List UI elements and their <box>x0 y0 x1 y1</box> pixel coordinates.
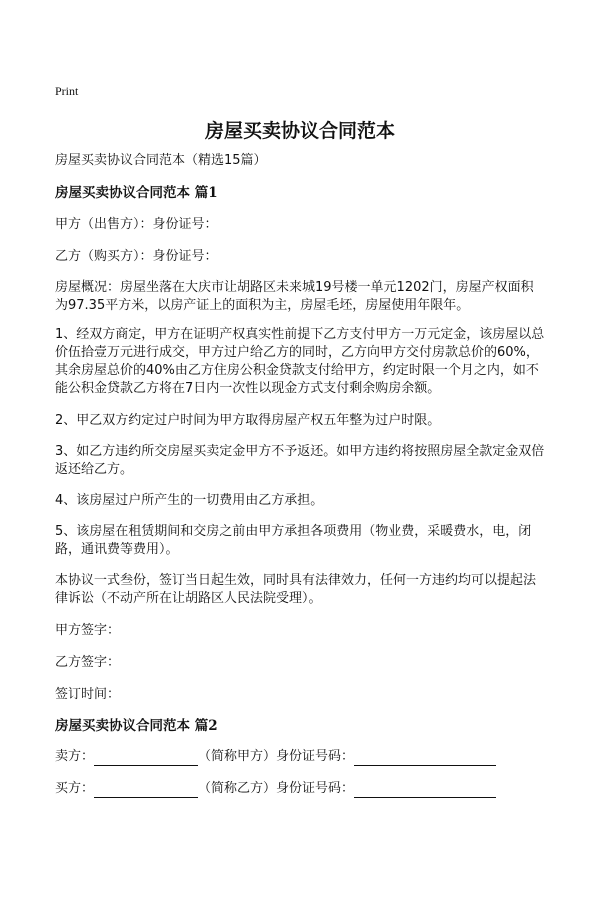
sign-party-b: 乙方签字： <box>55 655 121 670</box>
seller-id-blank <box>354 751 496 766</box>
section1-heading: 房屋买卖协议合同范本 篇1 <box>55 185 218 201</box>
party-b-line: 乙方（购买方）：身份证号： <box>55 249 218 264</box>
document-subtitle: 房屋买卖协议合同范本（精选15篇） <box>55 153 267 168</box>
clause-4: 4、该房屋过户所产生的一切费用由乙方承担。 <box>55 493 324 508</box>
buyer-label: 买方： <box>55 781 95 796</box>
sign-date: 签订时间： <box>55 687 121 702</box>
seller-name-blank <box>94 751 198 766</box>
closing-paragraph: 本协议一式叁份，签订当日起生效，同时具有法律效力，任何一方违约均可以提起法律诉讼（不动产所在让胡路区人民法院受理）。 <box>55 573 537 606</box>
seller-row <box>55 748 545 766</box>
clause-3: 3、如乙方违约所交房屋买卖定金甲方不予返还。如甲方违约将按照房屋全款定金双倍返还给乙方。 <box>55 444 545 477</box>
seller-alias: （简称甲方）身份证号码： <box>198 749 355 764</box>
buyer-row <box>55 780 545 798</box>
seller-label: 卖方： <box>55 749 95 764</box>
property-overview: 房屋概况：房屋坐落在大庆市让胡路区未来城19号楼一单元1202门，房屋产权面积为97.35平方米，以房产证上的面积为主，房屋毛坯，房屋使用年限年。 <box>55 280 534 313</box>
print-label[interactable]: Print <box>55 84 79 98</box>
buyer-alias: （简称乙方）身份证号码： <box>198 781 355 796</box>
buyer-name-blank <box>94 783 198 798</box>
section2-heading: 房屋买卖协议合同范本 篇2 <box>55 718 218 734</box>
clause-1: 1、经双方商定，甲方在证明产权真实性前提下乙方支付甲方一万元定金，该房屋以总价伍拾壹万元进行成交，甲方过户给乙方的同时，乙方向甲方交付房款总价的60%，其余房屋总价的40%由乙方住房公积金贷款支付给甲方，约定时限一个月之内，如不能公积金贷款乙方将在7日内一次性以现金方式支付剩余购房余额。 <box>55 327 545 396</box>
clause-2: 2、甲乙双方约定过户时间为甲方取得房屋产权五年整为过户时限。 <box>55 413 441 428</box>
clause-5: 5、该房屋在租赁期间和交房之前由甲方承担各项费用（物业费，采暖费水，电，闭路，通讯费等费用）。 <box>55 524 532 557</box>
document-title: 房屋买卖协议合同范本 <box>204 120 395 142</box>
sign-party-a: 甲方签字： <box>55 623 121 638</box>
buyer-id-blank <box>354 783 496 798</box>
party-a-line: 甲方（出售方）：身份证号： <box>55 217 218 232</box>
